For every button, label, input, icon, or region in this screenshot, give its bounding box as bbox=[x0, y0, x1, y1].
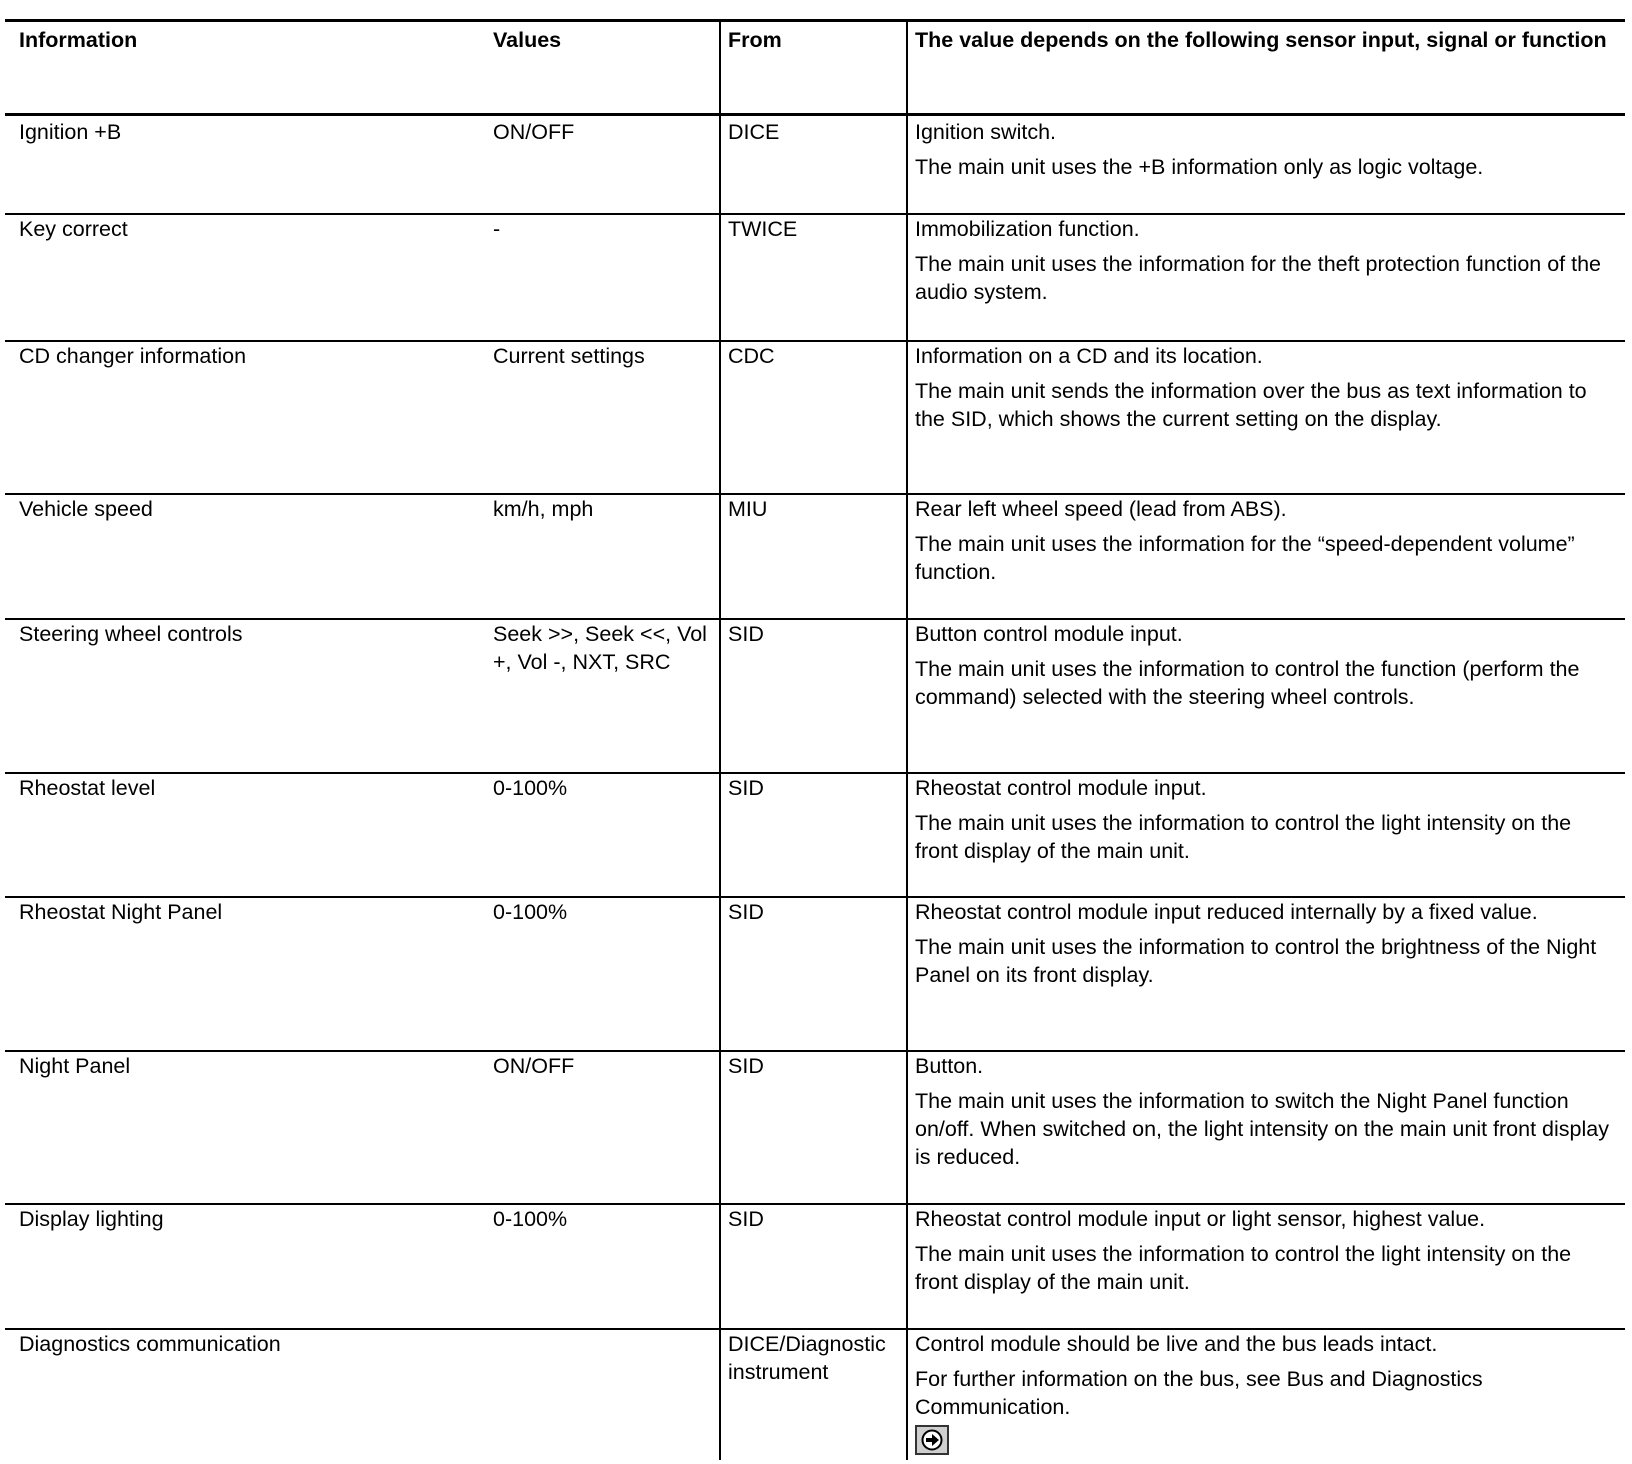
row-values: 0-100% bbox=[493, 900, 568, 924]
row-from: MIU bbox=[728, 497, 768, 521]
description-source: Control module should be live and the bus leads intact. bbox=[915, 1332, 1438, 1356]
description-usage: The main unit uses the information to control the function (perform the command) selected with the steering wheel controls. bbox=[915, 657, 1580, 709]
description-usage: The main unit uses the information for the “speed-dependent volume” function. bbox=[915, 532, 1575, 584]
description-source: Rheostat control module input or light sensor, highest value. bbox=[915, 1207, 1486, 1231]
row-values: 0-100% bbox=[493, 776, 568, 800]
row-description bbox=[915, 1205, 1615, 1296]
row-values: km/h, mph bbox=[493, 497, 594, 521]
row-from: CDC bbox=[728, 344, 775, 368]
row-from: SID bbox=[728, 900, 764, 924]
row-information: Steering wheel controls bbox=[19, 622, 243, 646]
row-information: Diagnostics communication bbox=[19, 1332, 281, 1356]
row-information: Night Panel bbox=[19, 1054, 131, 1078]
row-information: Vehicle speed bbox=[19, 497, 153, 521]
description-source: Information on a CD and its location. bbox=[915, 344, 1263, 368]
row-from: SID bbox=[728, 622, 764, 646]
row-description bbox=[915, 774, 1615, 865]
row-description bbox=[915, 620, 1615, 711]
arrow-right-icon[interactable] bbox=[915, 1425, 949, 1455]
row-information: Rheostat level bbox=[19, 776, 156, 800]
description-source: Rear left wheel speed (lead from ABS). bbox=[915, 497, 1287, 521]
description-usage: The main unit uses the information for the theft protection function of the audio system. bbox=[915, 252, 1602, 304]
description-source: Immobilization function. bbox=[915, 217, 1140, 241]
row-description bbox=[915, 1052, 1615, 1171]
row-information: CD changer information bbox=[19, 344, 247, 368]
description-usage: The main unit uses the information to control the brightness of the Night Panel on its front display. bbox=[915, 935, 1597, 987]
description-source: Rheostat control module input. bbox=[915, 776, 1207, 800]
row-values: Current settings bbox=[493, 344, 645, 368]
row-values: 0-100% bbox=[493, 1207, 568, 1231]
description-source: Rheostat control module input reduced internally by a fixed value. bbox=[915, 900, 1538, 924]
row-information: Ignition +B bbox=[19, 120, 122, 144]
row-values: Seek >>, Seek <<, Vol +, Vol -, NXT, SRC bbox=[493, 622, 707, 674]
row-description bbox=[915, 215, 1615, 306]
header-information: Information bbox=[19, 28, 138, 52]
description-usage: The main unit uses the +B information only as logic voltage. bbox=[915, 155, 1484, 179]
header-depends: The value depends on the following sensor input, signal or function bbox=[915, 28, 1607, 52]
description-usage: The main unit uses the information to control the light intensity on the front display of the main unit. bbox=[915, 811, 1572, 863]
header-from: From bbox=[728, 28, 782, 52]
row-description bbox=[915, 898, 1615, 989]
row-information: Rheostat Night Panel bbox=[19, 900, 223, 924]
description-usage: The main unit uses the information to switch the Night Panel function on/off. When switched on, the light intensity on the main unit front display is reduced. bbox=[915, 1089, 1609, 1169]
description-usage: The main unit sends the information over the bus as text information to the SID, which shows the current setting on the display. bbox=[915, 379, 1587, 431]
description-usage: For further information on the bus, see Bus and Diagnostics Communication. bbox=[915, 1367, 1483, 1419]
description-usage: The main unit uses the information to control the light intensity on the front display of the main unit. bbox=[915, 1242, 1572, 1294]
row-from: SID bbox=[728, 1054, 764, 1078]
row-from: DICE bbox=[728, 120, 780, 144]
description-source: Button control module input. bbox=[915, 622, 1183, 646]
row-values: - bbox=[493, 217, 501, 241]
header-values: Values bbox=[493, 28, 562, 52]
row-values: ON/OFF bbox=[493, 1054, 575, 1078]
row-values: ON/OFF bbox=[493, 120, 575, 144]
row-from: TWICE bbox=[728, 217, 798, 241]
row-from: DICE/Diagnostic instrument bbox=[728, 1332, 886, 1384]
column-divider bbox=[719, 20, 721, 1460]
row-from: SID bbox=[728, 1207, 764, 1231]
row-description bbox=[915, 342, 1615, 433]
row-description bbox=[915, 1330, 1615, 1462]
row-description bbox=[915, 495, 1615, 586]
row-information: Display lighting bbox=[19, 1207, 164, 1231]
row-information: Key correct bbox=[19, 217, 128, 241]
description-source: Button. bbox=[915, 1054, 984, 1078]
description-source: Ignition switch. bbox=[915, 120, 1057, 144]
table-top-border bbox=[5, 19, 1625, 22]
header-divider bbox=[5, 113, 1625, 116]
row-description bbox=[915, 118, 1615, 181]
row-from: SID bbox=[728, 776, 764, 800]
